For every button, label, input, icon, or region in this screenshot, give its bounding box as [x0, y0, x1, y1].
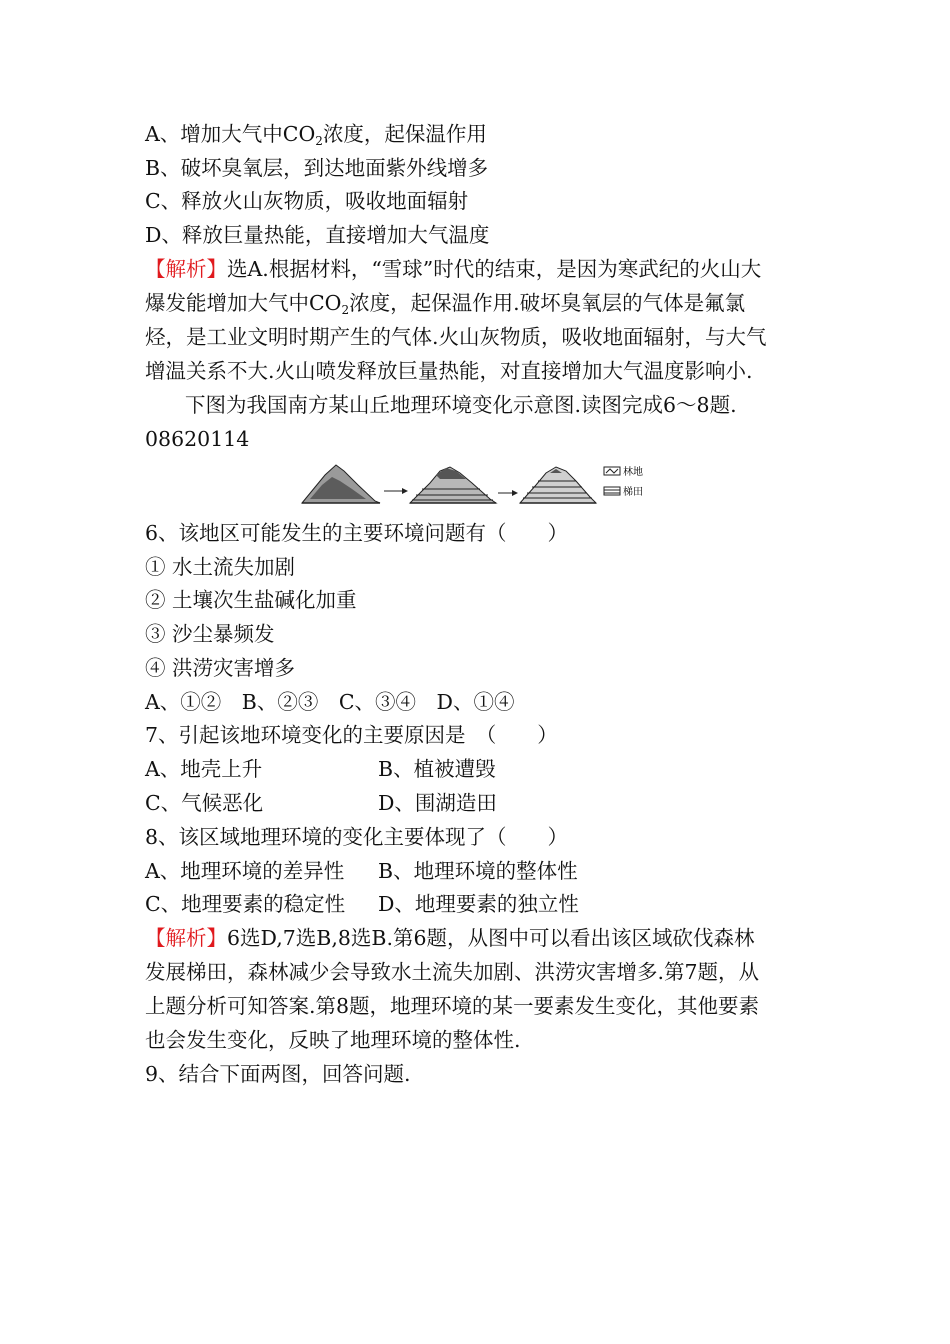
analysis-1-line-3: 烃，是工业文明时期产生的气体.火山灰物质，吸收地面辐射，与大气: [145, 325, 767, 349]
legend-forest-label: 林地: [623, 467, 643, 478]
hill-partial-terrace-icon: [410, 467, 496, 503]
legend-terrace-swatch: [604, 487, 620, 495]
analysis-tag: 【解析】: [145, 257, 227, 281]
q7-option-a: A、地壳上升: [145, 757, 263, 781]
hill-change-figure: [300, 455, 645, 510]
q8-option-b: B、地理环境的整体性: [378, 859, 578, 883]
analysis-1-line-1: 【解析】选A.根据材料，“雪球”时代的结束，是因为寒武纪的火山大: [145, 257, 762, 281]
q7-option-b: B、植被遭毁: [378, 757, 496, 781]
q8-option-a: A、地理环境的差异性: [145, 859, 345, 883]
q6-options: A、①② B、②③ C、③④ D、①④: [145, 690, 515, 714]
q7-option-d: D、围湖造田: [378, 791, 497, 815]
q5-option-d: D、释放巨量热能，直接增加大气温度: [145, 223, 490, 247]
q7-stem: 7、引起该地环境变化的主要原因是 （ ）: [145, 723, 558, 747]
q6-stem: 6、该地区可能发生的主要环境问题有（ ）: [145, 521, 569, 545]
legend-terrace-label: 梯田: [623, 487, 643, 498]
intro-line-1: 下图为我国南方某山丘地理环境变化示意图.读图完成6～8题.: [185, 393, 737, 417]
legend: [604, 465, 643, 498]
q6-item-4: ④ 洪涝灾害增多: [145, 656, 296, 680]
q9-stem: 9、结合下面两图，回答问题.: [145, 1062, 411, 1086]
hill-terrace-icon: [520, 467, 596, 503]
q5-option-a: A、增加大气中$CO_2$浓度，起保温作用: [145, 122, 487, 148]
intro-line-2: 08620114: [145, 427, 250, 451]
analysis-2-line-2: 发展梯田，森林减少会导致水土流失加剧、洪涝灾害增多.第7题，从: [145, 960, 760, 984]
q8-stem: 8、该区域地理环境的变化主要体现了（ ）: [145, 825, 569, 849]
hill-forest-icon: [302, 465, 380, 503]
q6-item-3: ③ 沙尘暴频发: [145, 622, 275, 646]
analysis-tag: 【解析】: [145, 926, 227, 950]
analysis-1-line-4: 增温关系不大.火山喷发释放巨量热能，对直接增加大气温度影响小.: [145, 359, 753, 383]
analysis-1-line-2: 爆发能增加大气中$CO_2$浓度，起保温作用.破坏臭氧层的气体是氟氯: [145, 291, 746, 317]
q6-item-1: ① 水土流失加剧: [145, 555, 296, 579]
q7-option-c: C、气候恶化: [145, 791, 264, 815]
q6-item-2: ② 土壤次生盐碱化加重: [145, 588, 357, 612]
q5-option-c: C、释放火山灰物质，吸收地面辐射: [145, 189, 469, 213]
arrow-icon: [384, 488, 408, 494]
q8-option-d: D、地理要素的独立性: [378, 892, 579, 916]
analysis-2-line-3: 上题分析可知答案.第8题，地理环境的某一要素发生变化，其他要素: [145, 994, 760, 1018]
analysis-2-line-4: 也会发生变化，反映了地理环境的整体性.: [145, 1028, 521, 1052]
q5-option-b: B、破坏臭氧层，到达地面紫外线增多: [145, 156, 489, 180]
arrow-icon: [498, 490, 518, 496]
analysis-2-line-1: 【解析】6选D,7选B,8选B.第6题，从图中可以看出该区域砍伐森林: [145, 926, 755, 950]
q8-option-c: C、地理要素的稳定性: [145, 892, 346, 916]
